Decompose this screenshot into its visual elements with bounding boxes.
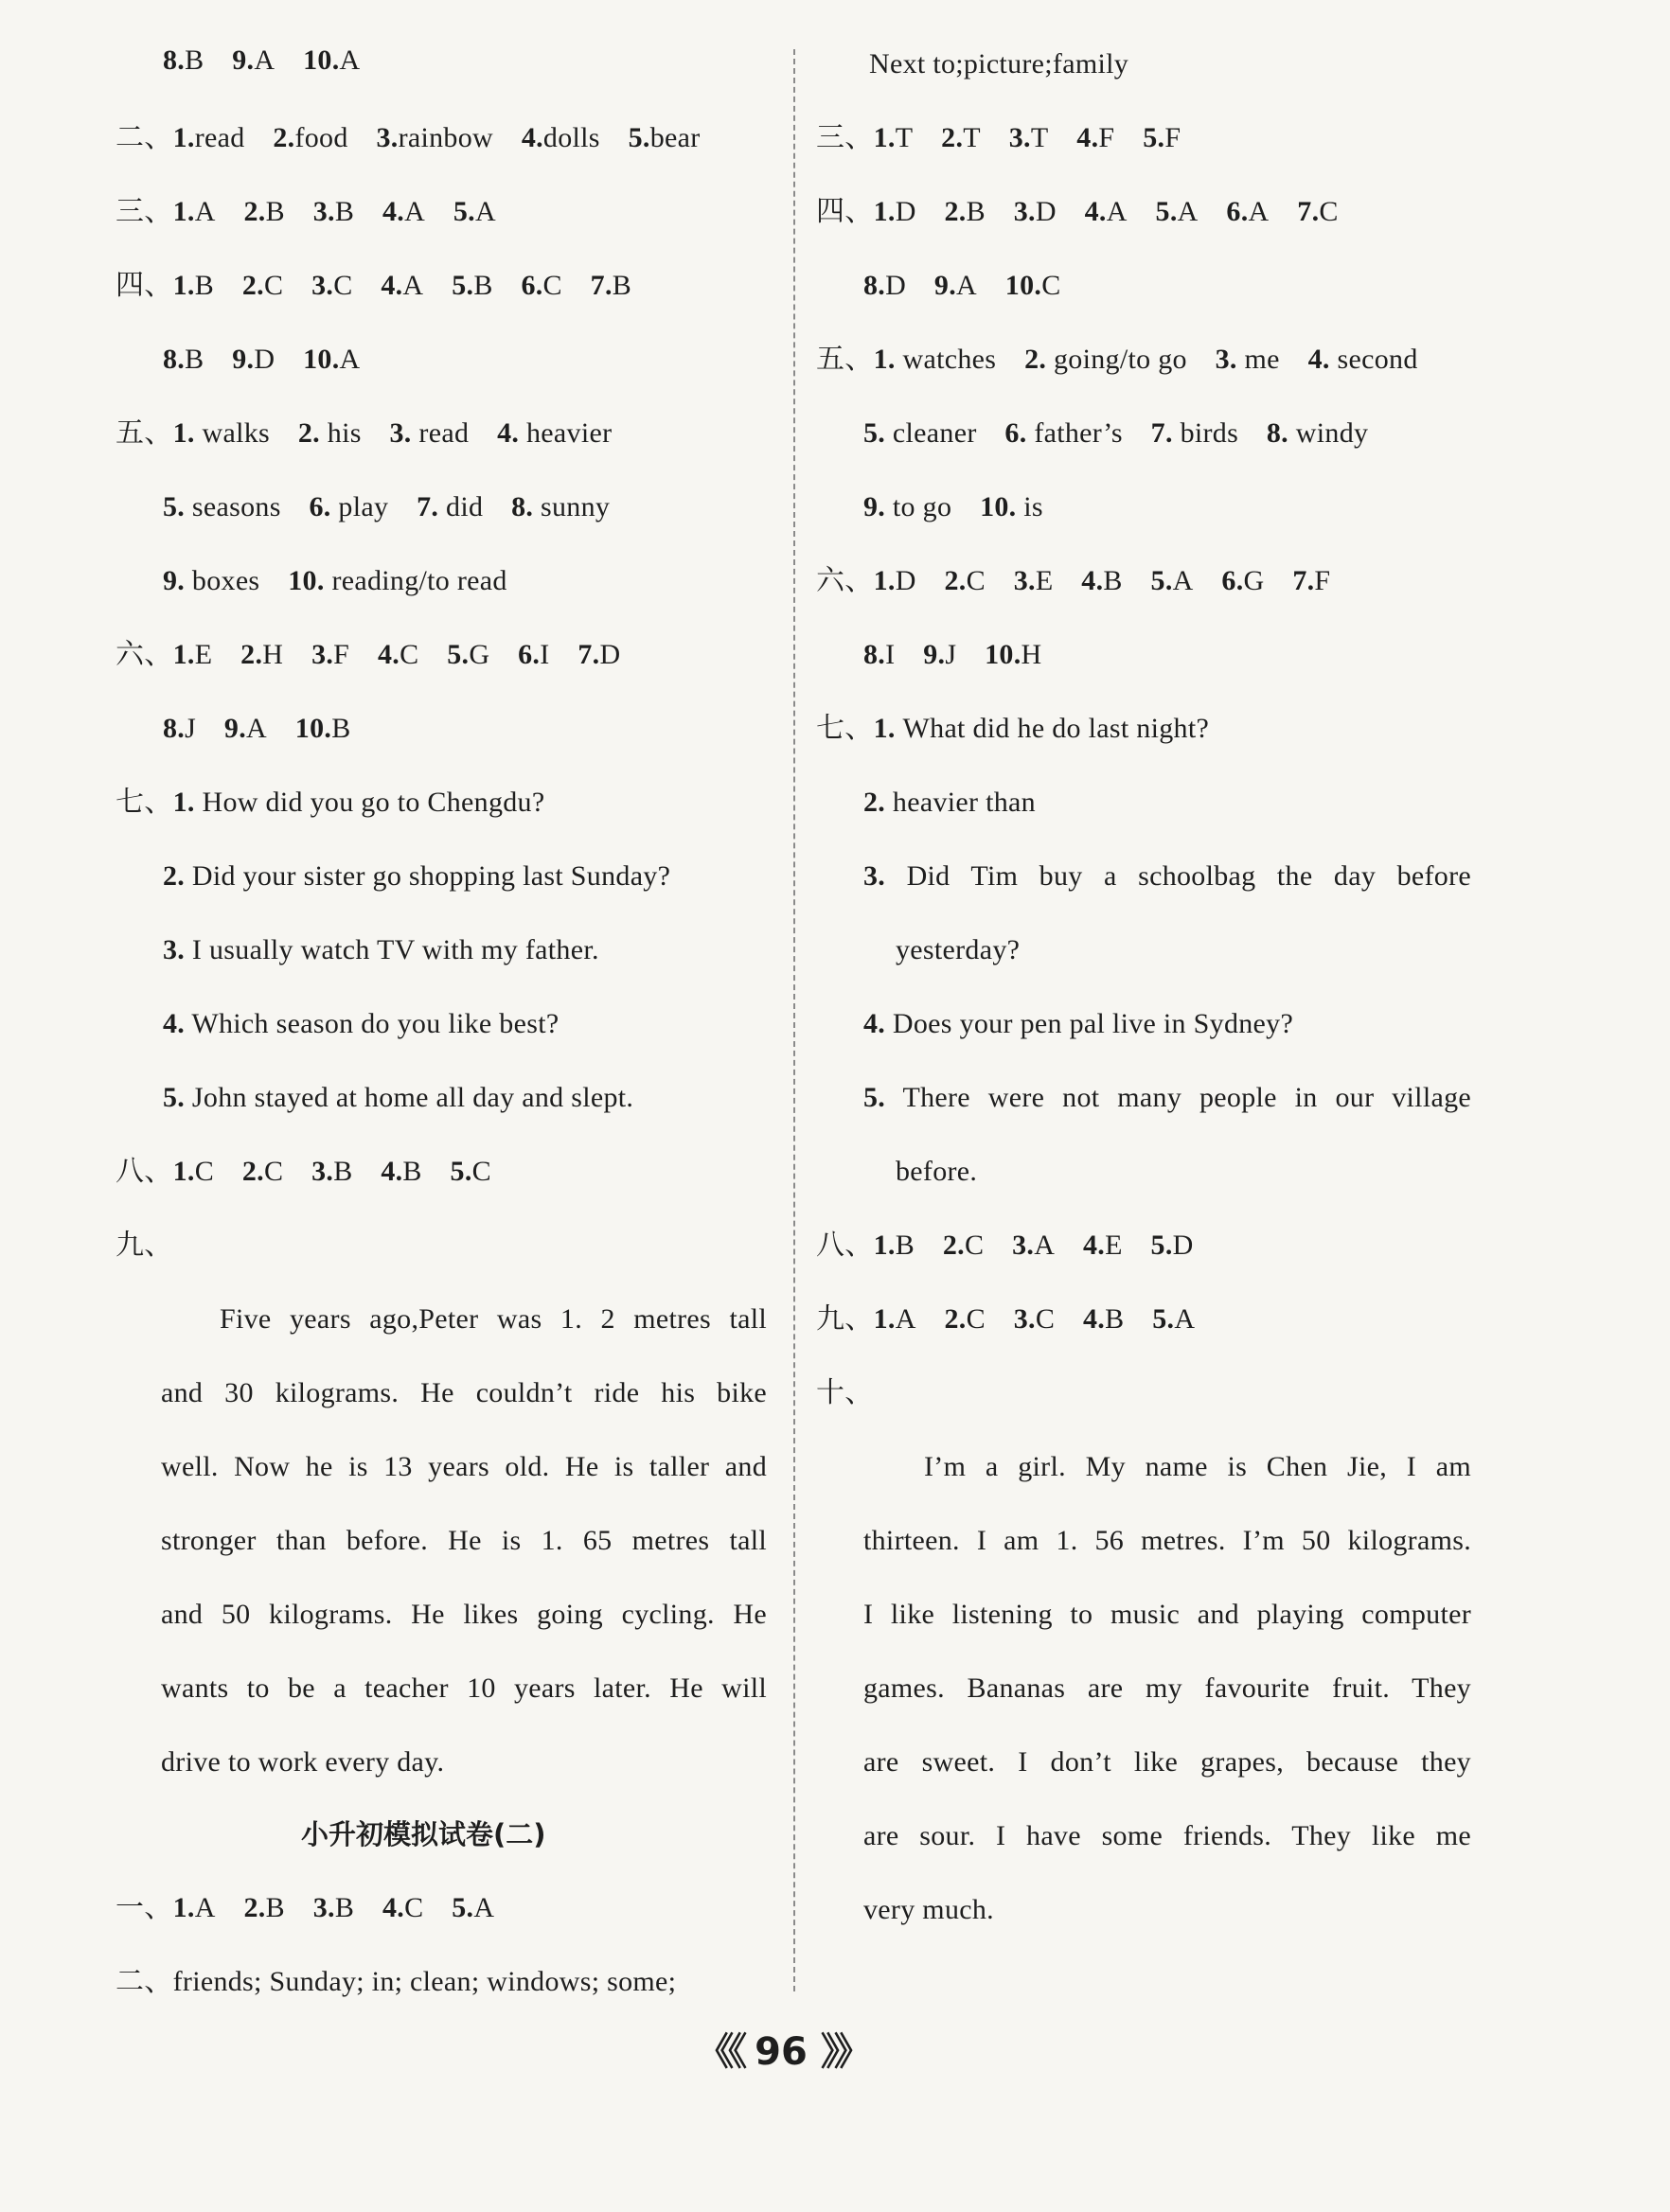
exam-section-1-answers: 一、1.A 2.B 3.B 4.C 5.A bbox=[115, 1892, 495, 1923]
section-7-answer-1: 七、1. How did you go to Chengdu? bbox=[115, 787, 545, 818]
essay-line: and 50 kilograms. He likes going cycling. He bbox=[161, 1599, 767, 1630]
section-8-answers: 八、1.B 2.C 3.A 4.E 5.D bbox=[816, 1230, 1194, 1261]
answer-row: 8.B 9.A 10.A bbox=[163, 44, 361, 76]
answer-row: Next to;picture;family bbox=[869, 48, 1129, 80]
section-6-answers-cont: 8.J 9.A 10.B bbox=[163, 713, 351, 744]
section-4-answers-cont: 8.D 9.A 10.C bbox=[863, 270, 1061, 301]
section-10-label: 十、 bbox=[816, 1377, 874, 1408]
section-4-answers: 四、1.B 2.C 3.C 4.A 5.B 6.C 7.B bbox=[115, 270, 632, 301]
section-9-label: 九、 bbox=[115, 1230, 173, 1261]
essay-line: Five years ago,Peter was 1. 2 metres tall bbox=[220, 1303, 767, 1335]
section-7-answer-1: 七、1. What did he do last night? bbox=[816, 713, 1210, 744]
essay-line: thirteen. I am 1. 56 metres. I’m 50 kilograms. bbox=[863, 1525, 1471, 1556]
section-5-answers: 五、1. walks 2. his 3. read 4. heavier bbox=[115, 417, 613, 449]
section-5-answers-cont2: 9. to go 10. is bbox=[863, 491, 1043, 522]
essay-line: are sour. I have some friends. They like me bbox=[863, 1820, 1471, 1851]
section-3-answers: 三、1.T 2.T 3.T 4.F 5.F bbox=[816, 122, 1181, 153]
section-7-answer-2: 2. Did your sister go shopping last Sunday? bbox=[163, 860, 671, 892]
section-4-answers-cont: 8.B 9.D 10.A bbox=[163, 344, 361, 375]
essay-line: drive to work every day. bbox=[161, 1746, 445, 1778]
section-5-answers-cont1: 5. cleaner 6. father’s 7. birds 8. windy bbox=[863, 417, 1369, 449]
page-number-left-decoration: 《《 bbox=[696, 2030, 742, 2074]
section-2-answers: 二、1.read 2.food 3.rainbow 4.dolls 5.bear bbox=[115, 122, 701, 153]
section-7-answer-3: 3. I usually watch TV with my father. bbox=[163, 934, 599, 965]
page-number-value: 96 bbox=[755, 2030, 808, 2074]
section-4-answers: 四、1.D 2.B 3.D 4.A 5.A 6.A 7.C bbox=[816, 196, 1339, 227]
section-5-answers-cont2: 9. boxes 10. reading/to read bbox=[163, 565, 507, 596]
section-7-answer-5: 5. There were not many people in our village bbox=[863, 1082, 1471, 1113]
exam-section-2-answers: 二、friends; Sunday; in; clean; windows; some; bbox=[115, 1966, 677, 1997]
essay-line: stronger than before. He is 1. 65 metres tall bbox=[161, 1525, 767, 1556]
section-7-answer-2: 2. heavier than bbox=[863, 787, 1036, 818]
essay-line: and 30 kilograms. He couldn’t ride his bike bbox=[161, 1377, 767, 1408]
section-7-answer-5: 5. John stayed at home all day and slept. bbox=[163, 1082, 634, 1113]
section-6-answers-cont: 8.I 9.J 10.H bbox=[863, 639, 1042, 670]
section-7-answer-4: 4. Does your pen pal live in Sydney? bbox=[863, 1008, 1294, 1039]
page-number-right-decoration: 》》 bbox=[820, 2030, 866, 2074]
essay-line: I’m a girl. My name is Chen Jie, I am bbox=[924, 1451, 1471, 1482]
section-7-answer-3: 3. Did Tim buy a schoolbag the day before bbox=[863, 860, 1471, 892]
essay-line: wants to be a teacher 10 years later. He will bbox=[161, 1672, 767, 1704]
section-6-answers: 六、1.D 2.C 3.E 4.B 5.A 6.G 7.F bbox=[816, 565, 1331, 596]
section-7-answer-4: 4. Which season do you like best? bbox=[163, 1008, 560, 1039]
section-7-answer-5-cont: before. bbox=[896, 1156, 978, 1187]
essay-line: very much. bbox=[863, 1894, 994, 1925]
essay-line: games. Bananas are my favourite fruit. They bbox=[863, 1672, 1471, 1704]
column-divider bbox=[793, 49, 795, 1991]
section-8-answers: 八、1.C 2.C 3.B 4.B 5.C bbox=[115, 1156, 491, 1187]
essay-line: I like listening to music and playing computer bbox=[863, 1599, 1471, 1630]
section-5-answers: 五、1. watches 2. going/to go 3. me 4. second bbox=[816, 344, 1418, 375]
section-3-answers: 三、1.A 2.B 3.B 4.A 5.A bbox=[115, 196, 496, 227]
essay-line: well. Now he is 13 years old. He is taller and bbox=[161, 1451, 767, 1482]
section-6-answers: 六、1.E 2.H 3.F 4.C 5.G 6.I 7.D bbox=[115, 639, 621, 670]
essay-line: are sweet. I don’t like grapes, because they bbox=[863, 1746, 1471, 1778]
page-number bbox=[663, 2024, 899, 2080]
section-5-answers-cont1: 5. seasons 6. play 7. did 8. sunny bbox=[163, 491, 611, 522]
section-9-answers: 九、1.A 2.C 3.C 4.B 5.A bbox=[816, 1303, 1196, 1335]
section-7-answer-3-cont: yesterday? bbox=[896, 934, 1021, 965]
exam-title: 小升初模拟试卷(二) bbox=[301, 1818, 546, 1850]
